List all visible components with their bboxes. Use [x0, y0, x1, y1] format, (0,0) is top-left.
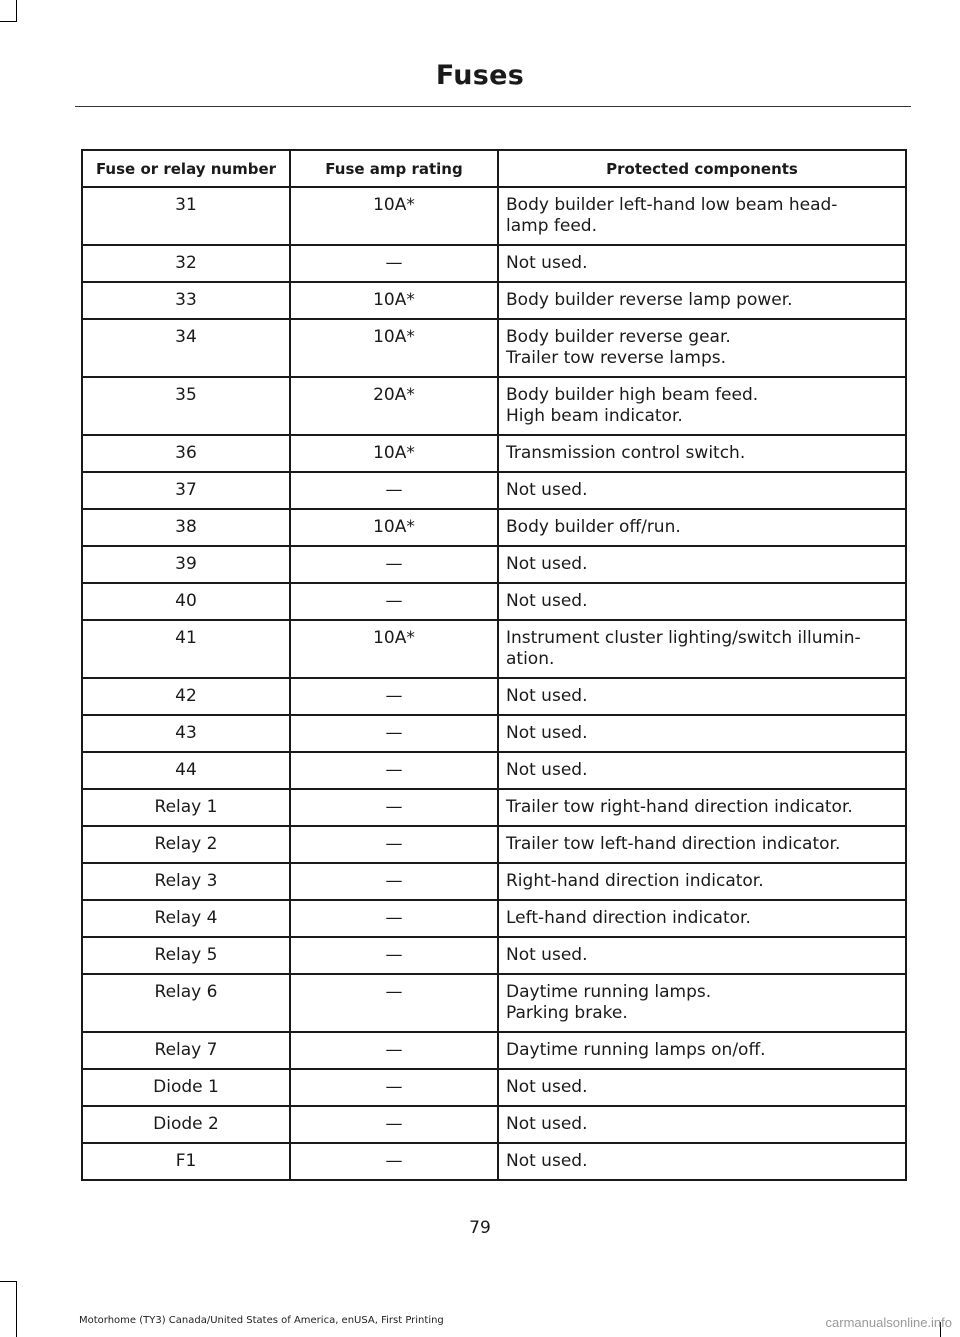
header-fuse-number: Fuse or relay number — [82, 150, 290, 187]
protected-components-cell — [498, 1106, 906, 1143]
component-line: Body builder reverse lamp power. — [506, 290, 793, 310]
component-line: Left-hand direction indicator. — [506, 908, 751, 928]
table-row — [82, 472, 906, 509]
fuse-number-cell: Relay 5 — [82, 937, 290, 974]
amp-rating-cell: — — [290, 1143, 498, 1180]
fuse-number-cell: 35 — [82, 377, 290, 435]
protected-components-cell — [498, 826, 906, 863]
table-row — [82, 937, 906, 974]
fuse-number-cell: Relay 6 — [82, 974, 290, 1032]
table-body — [82, 187, 906, 1180]
table-row — [82, 678, 906, 715]
fuse-number-cell: 41 — [82, 620, 290, 678]
fuse-number-cell: 40 — [82, 583, 290, 620]
amp-rating-cell: — — [290, 826, 498, 863]
protected-components-cell — [498, 187, 906, 245]
fuse-number-cell: Relay 7 — [82, 1032, 290, 1069]
amp-rating-cell: 10A* — [290, 319, 498, 377]
protected-components-cell — [498, 715, 906, 752]
component-line: Instrument cluster lighting/switch illumin- — [506, 628, 861, 648]
protected-components-cell — [498, 678, 906, 715]
table-row — [82, 1106, 906, 1143]
component-line: lamp feed. — [506, 216, 597, 236]
fuse-number-cell: Relay 3 — [82, 863, 290, 900]
amp-rating-cell: 10A* — [290, 435, 498, 472]
protected-components-cell — [498, 546, 906, 583]
protected-components-cell — [498, 863, 906, 900]
protected-components-cell — [498, 282, 906, 319]
fuse-number-cell: 38 — [82, 509, 290, 546]
table-row — [82, 863, 906, 900]
fuse-number-cell: 31 — [82, 187, 290, 245]
table-row — [82, 826, 906, 863]
table-row — [82, 1143, 906, 1180]
amp-rating-cell: — — [290, 900, 498, 937]
table-row — [82, 1032, 906, 1069]
table-row — [82, 752, 906, 789]
amp-rating-cell: — — [290, 974, 498, 1032]
protected-components-cell — [498, 974, 906, 1032]
amp-rating-cell: — — [290, 863, 498, 900]
table-row — [82, 546, 906, 583]
crop-mark-top-left-vertical — [16, 0, 17, 22]
component-line: Not used. — [506, 591, 588, 611]
protected-components-cell — [498, 1069, 906, 1106]
amp-rating-cell: — — [290, 789, 498, 826]
table-row — [82, 245, 906, 282]
footer-text: Motorhome (TY3) Canada/United States of America, enUSA, First Printing — [79, 1315, 444, 1326]
crop-mark-top-left-horizontal — [0, 21, 17, 22]
amp-rating-cell: — — [290, 715, 498, 752]
table-row — [82, 715, 906, 752]
amp-rating-cell: — — [290, 546, 498, 583]
protected-components-cell — [498, 435, 906, 472]
fuse-number-cell: 36 — [82, 435, 290, 472]
component-line: Not used. — [506, 723, 588, 743]
component-line: Daytime running lamps. — [506, 982, 712, 1002]
table-row — [82, 435, 906, 472]
component-line: ation. — [506, 649, 555, 669]
fuse-table — [81, 149, 907, 1181]
protected-components-cell — [498, 245, 906, 282]
fuse-number-cell: 32 — [82, 245, 290, 282]
component-line: Body builder reverse gear. — [506, 327, 731, 347]
amp-rating-cell: — — [290, 245, 498, 282]
crop-mark-bottom-left-vertical — [16, 1281, 17, 1337]
table-row — [82, 187, 906, 245]
table-row — [82, 900, 906, 937]
component-line: Right-hand direction indicator. — [506, 871, 764, 891]
watermark: carmanualsonline.info — [825, 1315, 952, 1330]
amp-rating-cell: — — [290, 1032, 498, 1069]
amp-rating-cell: — — [290, 678, 498, 715]
table-row — [82, 583, 906, 620]
component-line: Not used. — [506, 554, 588, 574]
table-row — [82, 620, 906, 678]
component-line: Not used. — [506, 686, 588, 706]
page-number: 79 — [469, 1218, 491, 1238]
fuse-number-cell: Diode 2 — [82, 1106, 290, 1143]
fuse-number-cell: 37 — [82, 472, 290, 509]
protected-components-cell — [498, 377, 906, 435]
amp-rating-cell: 20A* — [290, 377, 498, 435]
component-line: Not used. — [506, 253, 588, 273]
protected-components-cell — [498, 319, 906, 377]
amp-rating-cell: 10A* — [290, 187, 498, 245]
fuse-number-cell: Relay 1 — [82, 789, 290, 826]
protected-components-cell — [498, 1143, 906, 1180]
page-title: Fuses — [435, 60, 525, 91]
component-line: Body builder left-hand low beam head- — [506, 195, 838, 215]
fuse-number-cell: Relay 2 — [82, 826, 290, 863]
component-line: Not used. — [506, 480, 588, 500]
component-line: Not used. — [506, 945, 588, 965]
component-line: Parking brake. — [506, 1003, 628, 1023]
header-protected-components: Protected components — [498, 150, 906, 187]
component-line: Not used. — [506, 760, 588, 780]
protected-components-cell — [498, 900, 906, 937]
amp-rating-cell: — — [290, 752, 498, 789]
protected-components-cell — [498, 620, 906, 678]
fuse-number-cell: F1 — [82, 1143, 290, 1180]
amp-rating-cell: 10A* — [290, 620, 498, 678]
fuse-number-cell: Diode 1 — [82, 1069, 290, 1106]
fuse-number-cell: 34 — [82, 319, 290, 377]
protected-components-cell — [498, 509, 906, 546]
component-line: Trailer tow reverse lamps. — [506, 348, 727, 368]
title-divider — [75, 106, 911, 107]
table-row — [82, 974, 906, 1032]
protected-components-cell — [498, 1032, 906, 1069]
fuse-number-cell: 33 — [82, 282, 290, 319]
fuse-number-cell: 42 — [82, 678, 290, 715]
table-row — [82, 377, 906, 435]
component-line: High beam indicator. — [506, 406, 683, 426]
component-line: Transmission control switch. — [506, 443, 746, 463]
component-line: Not used. — [506, 1077, 588, 1097]
protected-components-cell — [498, 472, 906, 509]
component-line: Trailer tow right-hand direction indicator. — [506, 797, 853, 817]
component-line: Body builder off/run. — [506, 517, 681, 537]
component-line: Daytime running lamps on/off. — [506, 1040, 766, 1060]
protected-components-cell — [498, 752, 906, 789]
fuse-number-cell: 39 — [82, 546, 290, 583]
crop-mark-bottom-left-horizontal — [0, 1281, 17, 1282]
table-row — [82, 789, 906, 826]
fuse-number-cell: 43 — [82, 715, 290, 752]
table-row — [82, 509, 906, 546]
component-line: Body builder high beam feed. — [506, 385, 759, 405]
protected-components-cell — [498, 583, 906, 620]
component-line: Trailer tow left-hand direction indicator. — [506, 834, 841, 854]
amp-rating-cell: 10A* — [290, 509, 498, 546]
component-line: Not used. — [506, 1114, 588, 1134]
amp-rating-cell: — — [290, 472, 498, 509]
fuse-number-cell: 44 — [82, 752, 290, 789]
amp-rating-cell: — — [290, 1069, 498, 1106]
fuse-number-cell: Relay 4 — [82, 900, 290, 937]
amp-rating-cell: — — [290, 1106, 498, 1143]
header-amp-rating: Fuse amp rating — [290, 150, 498, 187]
component-line: Not used. — [506, 1151, 588, 1171]
amp-rating-cell: 10A* — [290, 282, 498, 319]
protected-components-cell — [498, 937, 906, 974]
table-row — [82, 1069, 906, 1106]
table-row — [82, 282, 906, 319]
amp-rating-cell: — — [290, 583, 498, 620]
protected-components-cell — [498, 789, 906, 826]
table-row — [82, 319, 906, 377]
amp-rating-cell: — — [290, 937, 498, 974]
table-header-row — [82, 150, 906, 187]
